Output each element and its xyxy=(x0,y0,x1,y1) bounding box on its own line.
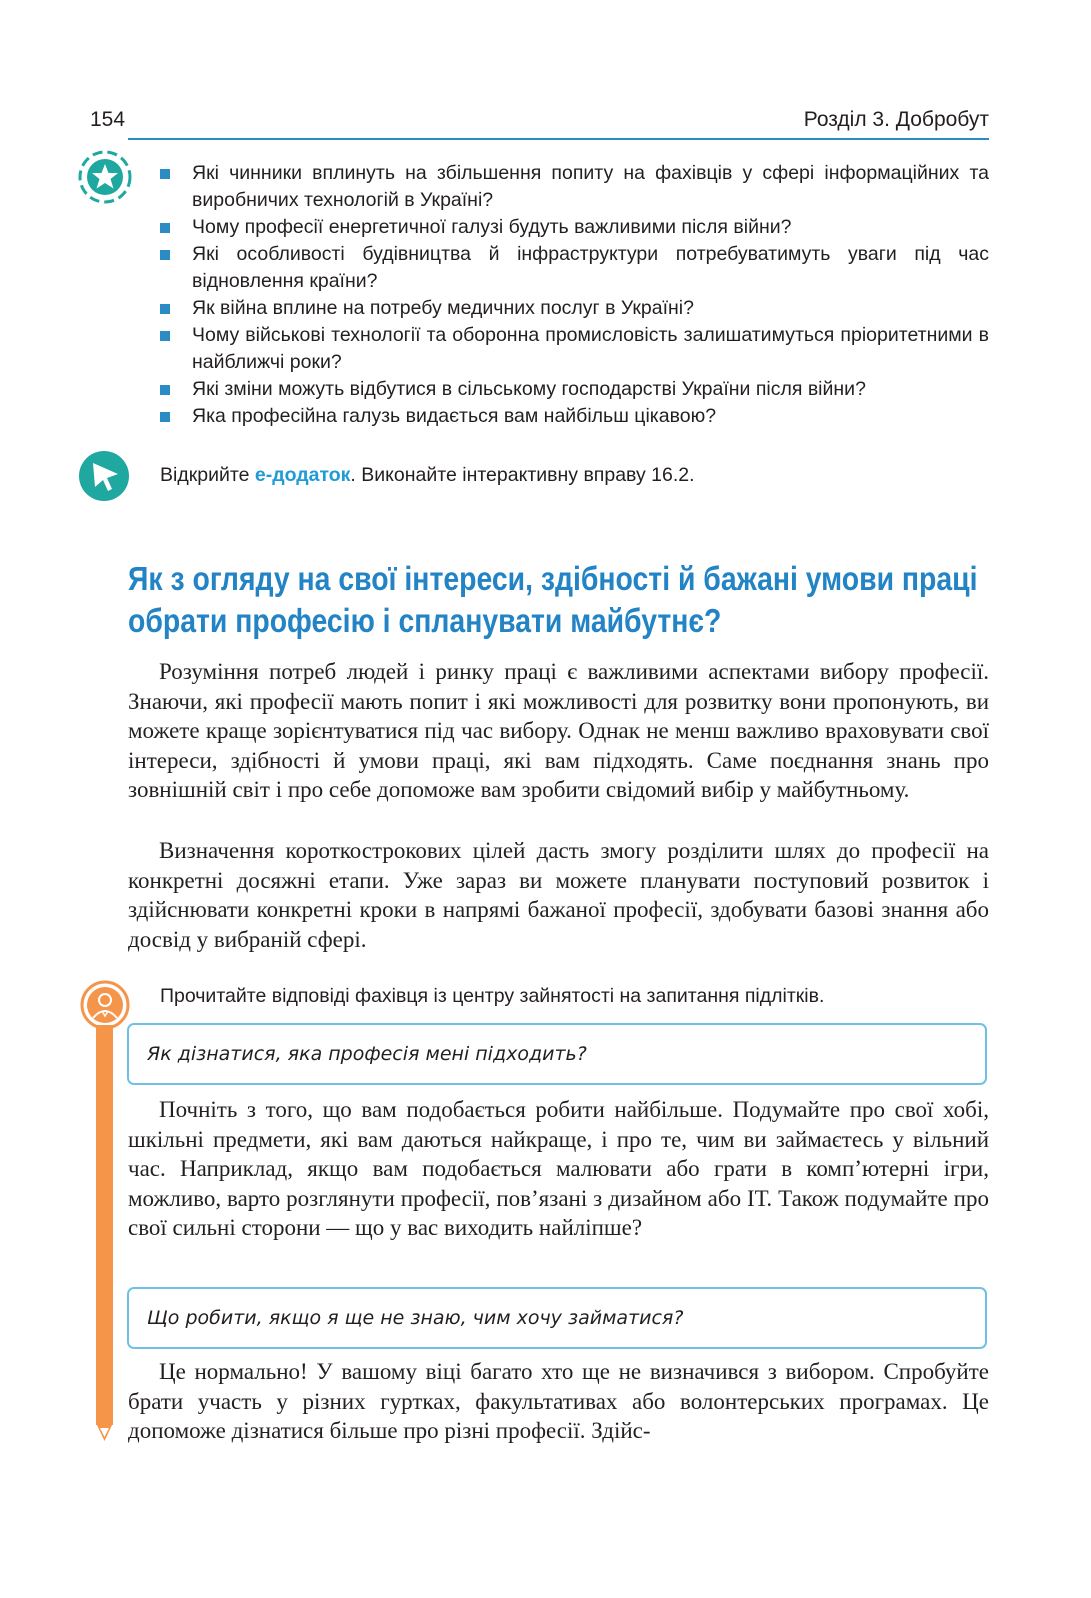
bullet-square-icon xyxy=(160,412,170,422)
pencil-bar xyxy=(96,1025,113,1425)
answer-paragraph: Почніть з того, що вам подобається робити найбільше. Подумайте про свої хобі, шкільні предмети, які вам даються найкраще, і про те, чим ви займаєтесь у вільний час. Наприклад, якщо вам подобається малювати або грати в комп’ютерні ігри, можливо, варто розглянути професії, пов’язані з дизайном або ІТ. Також подумайте про свої сильні сторони — що у вас виходить найліпше? xyxy=(128,1097,989,1241)
body-paragraph: Визначення короткострокових цілей дасть змогу розділити шлях до професії на конкретні досяжні етапи. Уже зараз ви можете планувати поступовий розвиток і здійснювати конкретні кроки в напрямі бажаної професії, здобувати базові знання або досвід у вибраній сфері. xyxy=(128,838,989,952)
list-item: Які зміни можуть відбутися в сільському господарстві України після війни? xyxy=(158,376,989,403)
bullet-square-icon xyxy=(160,331,170,341)
list-item: Які чинники вплинуть на збільшення попиту на фахівців у сфері інформаційних та виробничих технологій в Україні? xyxy=(158,160,989,214)
bullet-square-icon xyxy=(160,304,170,314)
esupplement-link[interactable]: е-додаток xyxy=(254,464,351,486)
list-item: Чому військові технології та оборонна промисловість залишатимуться пріоритетними в найближчі роки? xyxy=(158,322,989,376)
answer-paragraph: Це нормально! У вашому віці багато хто ще не визначився з вибором. Спробуйте брати участь у різних гуртках, факультативах або волонтерських програмах. Це допоможе дізнатися більше про різні професії. Здійс- xyxy=(128,1359,989,1444)
bullet-square-icon xyxy=(160,169,170,179)
esupplement-line: Відкрийте е-додаток. Виконайте інтерактивну вправу 16.2. xyxy=(160,464,695,486)
pencil-tip-icon xyxy=(96,1423,113,1441)
list-item: Які особливості будівництва й інфраструктури потребуватимуть уваги під час відновлення країни? xyxy=(158,241,989,295)
bullet-square-icon xyxy=(160,385,170,395)
star-icon xyxy=(78,150,132,204)
question-box xyxy=(127,1287,987,1349)
bullet-square-icon xyxy=(160,250,170,260)
header-rule xyxy=(128,138,989,140)
list-item: Чому професії енергетичної галузі будуть важливими після війни? xyxy=(158,214,989,241)
list-item: Як війна вплине на потребу медичних послуг в Україні? xyxy=(158,295,989,322)
section-heading: Як з огляду на свої інтереси, здібності й бажані умови праці обрати професію і спланувати майбутнє? xyxy=(128,560,978,639)
instruction-text: Прочитайте відповіді фахівця із центру зайнятості на запитання підлітків. xyxy=(160,985,825,1007)
page-number: 154 xyxy=(90,108,126,131)
specialist-avatar-icon xyxy=(80,980,130,1030)
section-title: Розділ 3. Добробут xyxy=(803,108,989,131)
bullet-square-icon xyxy=(160,223,170,233)
question-list xyxy=(158,160,989,430)
body-paragraph: Розуміння потреб людей і ринку праці є важливими аспектами вибору професії. Знаючи, які професії мають попит і які можливості для розвитку вони пропонують, ви можете краще зорієнтуватися під час вибору. Однак не менш важливо враховувати свої інтереси, здібності й умови праці, які вам підходять. Саме поєднання знань про зовнішній світ і про себе допоможе вам зробити свідомий вибір у майбутньому. xyxy=(128,659,989,803)
cursor-click-icon xyxy=(78,450,130,502)
question-text: Що робити, якщо я ще не знаю, чим хочу займатися? xyxy=(147,1307,684,1329)
question-box xyxy=(127,1023,987,1085)
question-text: Як дізнатися, яка професія мені підходить? xyxy=(147,1043,587,1065)
list-item: Яка професійна галузь видається вам найбільш цікавою? xyxy=(158,403,989,430)
